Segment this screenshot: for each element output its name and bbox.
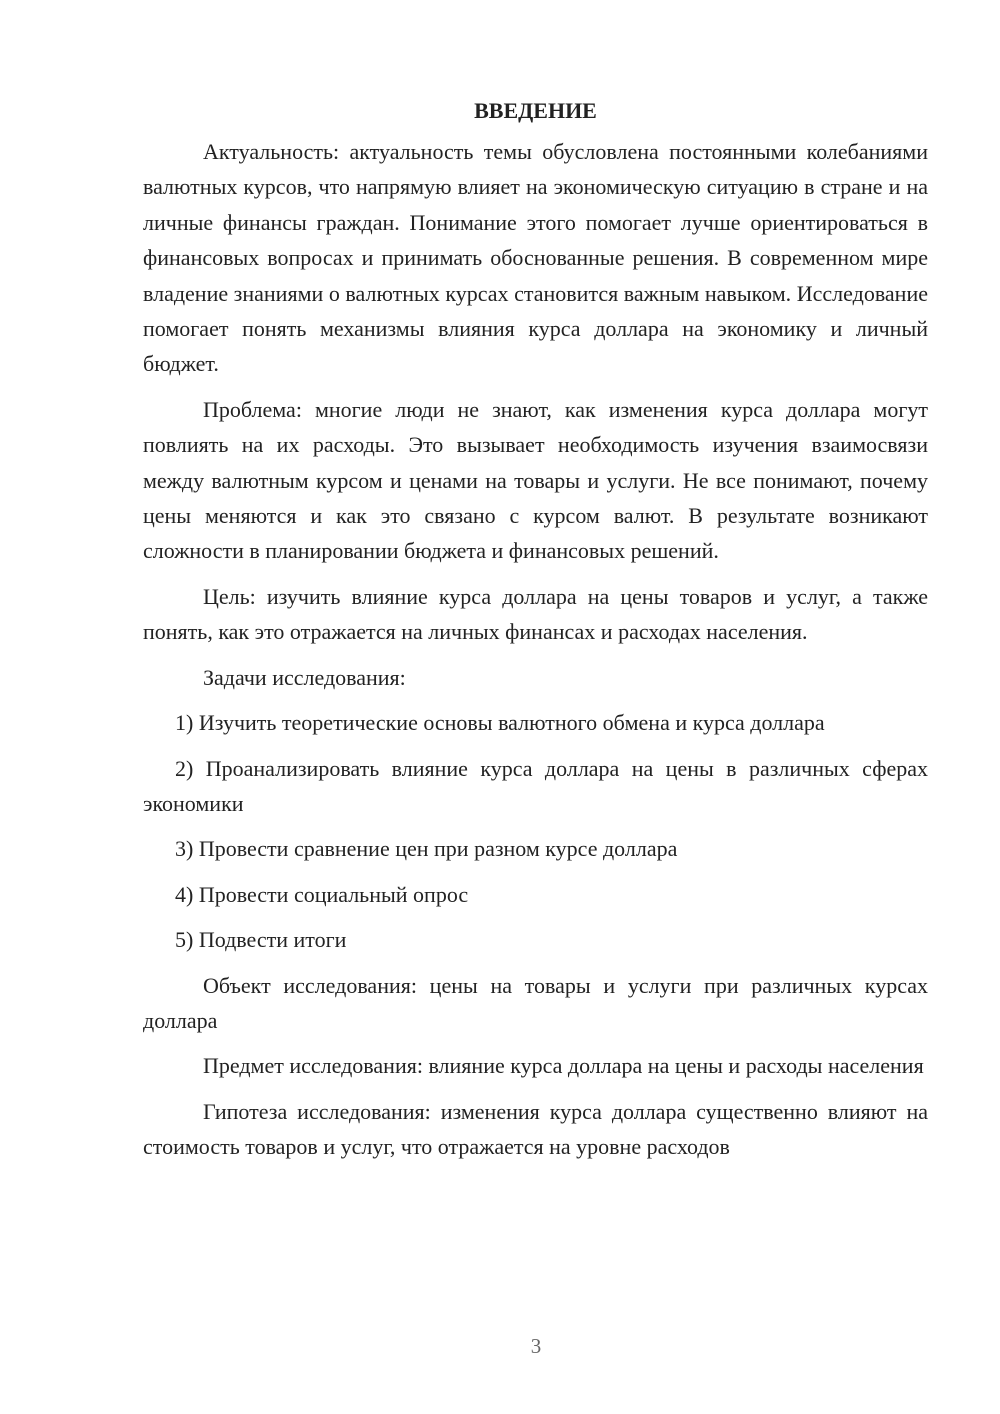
paragraph-problem: Проблема: многие люди не знают, как изменения курса доллара могут повлиять на их расходы. Это вызывает необходимость изучения взаимосвязи между валютным курсом и ценами на товары и услуги. Не все понимают, почему цены меняются и как это связано с курсом валют. В результате возникают сложности в планировании бюджета и финансовых решений. (143, 396, 928, 564)
paragraph-tasks-heading: Задачи исследования: (203, 664, 406, 690)
task-item: 5) Подвести итоги (175, 927, 347, 953)
document-page (143, 96, 928, 1175)
paragraph-goal: Цель: изучить влияние курса доллара на цены товаров и услуг, а также понять, как это отражается на личных финансах и расходах населения. (143, 583, 928, 645)
page-number: 3 (530, 1334, 542, 1358)
paragraph-object: Объект исследования: цены на товары и услуги при различных курсах доллара (143, 972, 928, 1033)
task-item: 2) Проанализировать влияние курса доллара на цены в различных сферах экономики (143, 755, 928, 816)
task-item: 4) Провести социальный опрос (175, 881, 469, 907)
task-item: 1) Изучить теоретические основы валютного обмена и курса доллара (175, 710, 825, 736)
task-item: 3) Провести сравнение цен при разном курсе доллара (175, 836, 678, 862)
paragraph-relevance: Актуальность: актуальность темы обусловлена постоянными колебаниями валютных курсов, что напрямую влияет на экономическую ситуацию в стране и на личные финансы граждан. Понимание этого помогает лучше ориентироваться в финансовых вопросах и принимать обоснованные решения. В современном мире владение знаниями о валютных курсах становится важным навыком. Исследование помогает понять механизмы влияния курса доллара на экономику и личный бюджет. (143, 139, 928, 377)
paragraph-subject: Предмет исследования: влияние курса доллара на цены и расходы населения (203, 1053, 924, 1079)
section-title: ВВЕДЕНИЕ (474, 98, 597, 123)
paragraph-hypothesis: Гипотеза исследования: изменения курса доллара существенно влияют на стоимость товаров и услуг, что отражается на уровне расходов (143, 1098, 928, 1160)
